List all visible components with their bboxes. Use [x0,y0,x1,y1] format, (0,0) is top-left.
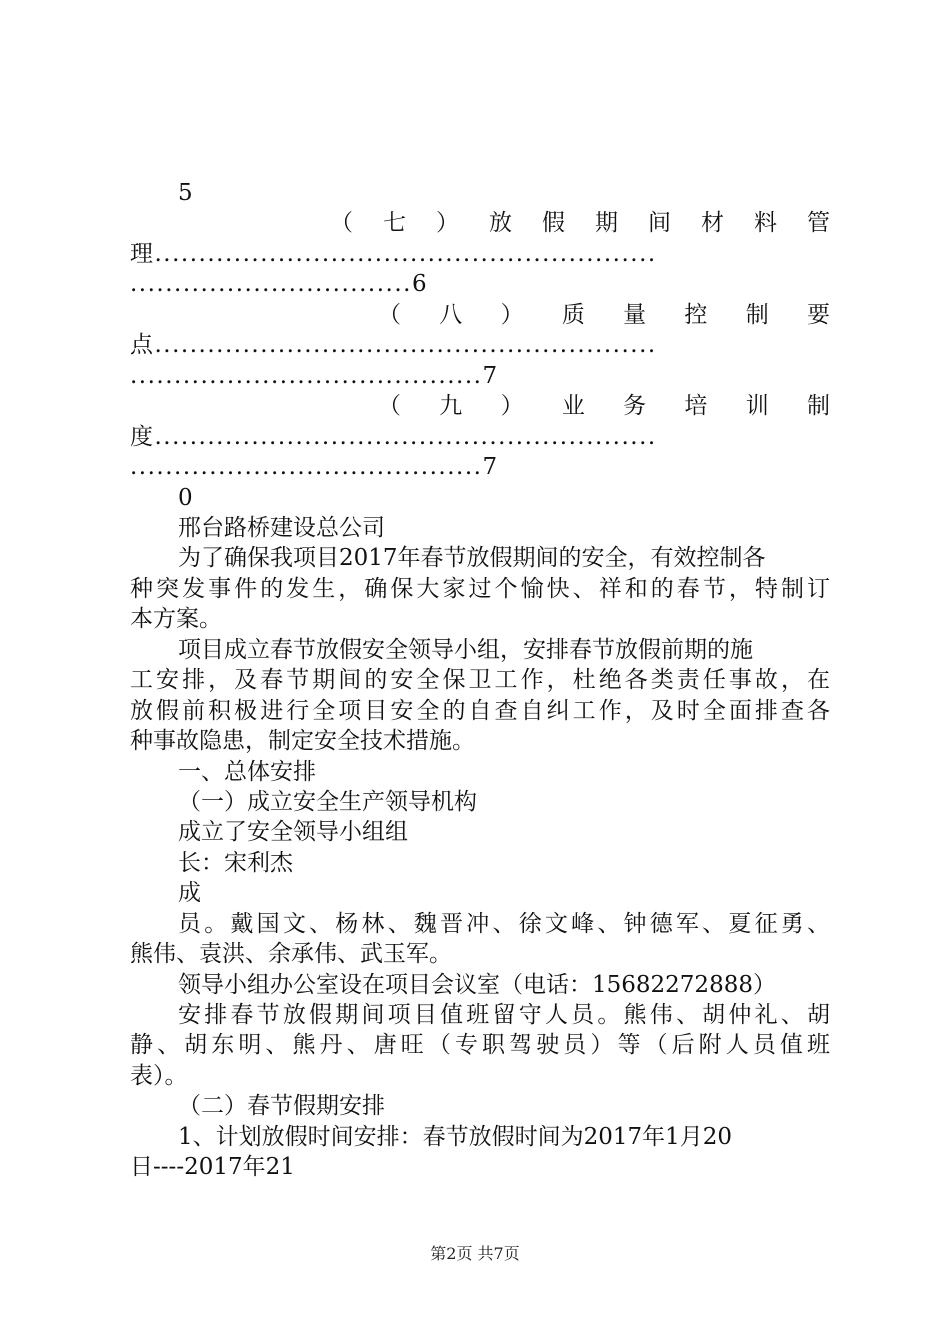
toc-char: 要 [806,302,830,328]
company-name: 邢台路桥建设总公司 [178,515,385,541]
duty-line: 安排春节放假期间项目值班留守人员。熊伟、胡仲礼、胡 [178,1002,830,1028]
toc-char: （ [378,302,401,328]
toc-char: 八 [439,302,463,328]
toc-item-9-title [130,391,830,421]
toc-char: （ [330,210,353,236]
toc-char: 期 [595,210,618,236]
toc-char: 制 [745,302,769,328]
toc-char: 训 [745,393,769,419]
members-line: 熊伟、袁洪、余承伟、武玉军。 [130,941,452,967]
toc-char: 管 [807,210,830,236]
section-heading: 一、总体安排 [178,759,316,785]
paragraph-team-line: 放假前积极进行全项目安全的自查自纠工作，及时全面排查各 [130,698,830,724]
paragraph-intro-line: 本方案。 [130,606,222,632]
toc-char: 间 [648,210,671,236]
subsection-heading: （二）春节假期安排 [178,1093,385,1119]
toc-char: ） [500,393,524,419]
toc-item-7-title [130,208,830,238]
duty-line: 静、胡东明、熊丹、唐旺（专职驾驶员）等（后附人员值班 [130,1032,830,1058]
members-line: 员。戴国文、杨林、魏晋冲、徐文峰、钟德军、夏征勇、 [178,911,830,937]
page-footer: 第2页 共7页 [430,1244,520,1263]
toc-char: 假 [542,210,565,236]
paragraph-team-line: 工安排，及春节期间的安全保卫工作，杜绝各类责任事故，在 [130,667,830,693]
toc-char: 控 [684,302,708,328]
toc-item-8-title [130,300,830,330]
toc-char: 七 [383,210,406,236]
subsection-heading: （一）成立安全生产领导机构 [178,789,477,815]
toc-item-8-leader: 点......................................................... [130,332,657,358]
toc-item-9-leader: 度......................................................... [130,424,657,450]
toc-item-9-page: ........................................7 [130,454,499,480]
office-line: 领导小组办公室设在项目会议室（电话：15682272888） [178,972,776,998]
toc-char: 料 [754,210,777,236]
toc-item-8-page: ........................................7 [130,363,499,389]
toc-char: 放 [489,210,512,236]
toc-char: ） [436,210,459,236]
text-line: 成立了安全领导小组组 [178,819,408,845]
paragraph-team-line: 项目成立春节放假安全领导小组，安排春节放假前期的施 [178,637,753,663]
paragraph-team-line: 种事故隐患，制定安全技术措施。 [130,728,475,754]
toc-char: 业 [561,393,585,419]
toc-page-number: 5 [178,180,193,206]
toc-char: 材 [701,210,724,236]
paragraph-intro-line: 种突发事件的发生，确保大家过个愉快、祥和的春节，特制订 [130,576,830,602]
toc-item-7-leader: 理......................................................... [130,241,657,267]
toc-char: 九 [439,393,463,419]
toc-char: 培 [684,393,708,419]
duty-line: 表）。 [130,1063,188,1089]
toc-char: 务 [623,393,647,419]
toc-char: 量 [623,302,647,328]
text-line: 长：宋利杰 [178,850,293,876]
toc-item-7-page: ................................6 [130,271,429,297]
paragraph-intro-line: 为了确保我项目2017年春节放假期间的安全，有效控制各 [178,545,766,571]
plan-line: 日----2017年21 [130,1154,295,1180]
plan-line: 1、计划放假时间安排：春节放假时间为2017年1月20 [178,1124,733,1150]
toc-char: 制 [806,393,830,419]
text-line: 成 [178,880,201,906]
toc-char: ） [500,302,524,328]
toc-zero: 0 [178,485,193,511]
toc-char: （ [378,393,401,419]
toc-char: 质 [561,302,585,328]
